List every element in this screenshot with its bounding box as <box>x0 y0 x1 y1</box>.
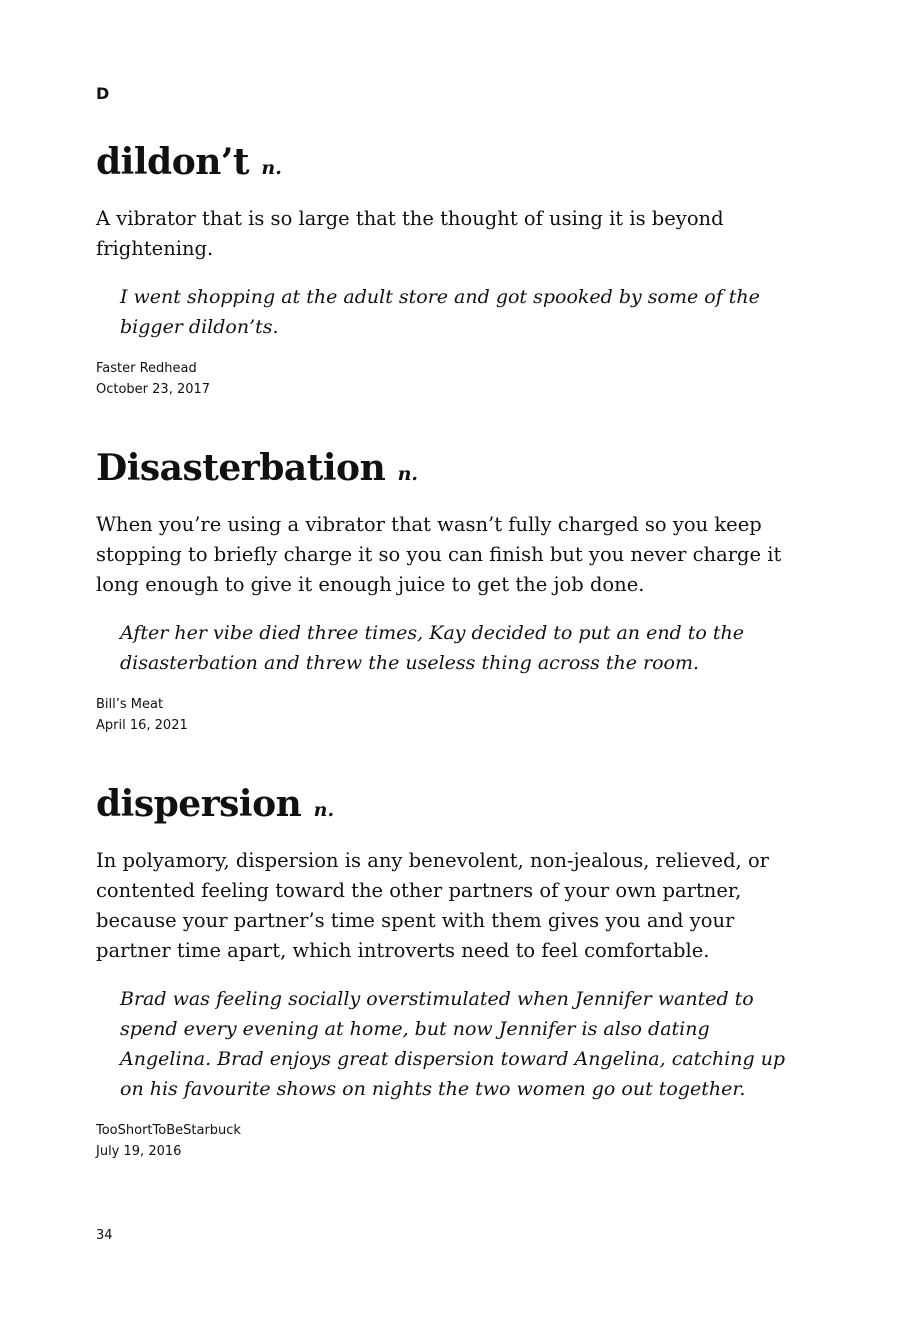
part-of-speech: n. <box>313 799 335 821</box>
author: Faster Redhead <box>96 361 197 376</box>
page-number: 34 <box>96 1228 113 1243</box>
byline <box>96 358 786 400</box>
dictionary-entry <box>96 446 786 736</box>
author: Bill’s Meat <box>96 697 164 712</box>
byline <box>96 1120 786 1162</box>
date: October 23, 2017 <box>96 382 211 397</box>
headword: Disasterbation <box>96 447 386 489</box>
definition: A vibrator that is so large that the thought of using it is beyond frightening. <box>96 207 724 260</box>
example-sentence: After her vibe died three times, Kay decided to put an end to the disasterbation and threw the useless thing across the room. <box>120 622 744 674</box>
author: TooShortToBeStarbuck <box>96 1123 241 1138</box>
date: April 16, 2021 <box>96 718 188 733</box>
entry-heading <box>96 782 786 832</box>
example-sentence: I went shopping at the adult store and got spooked by some of the bigger dildon’ts. <box>120 286 760 338</box>
byline <box>96 694 786 736</box>
part-of-speech: n. <box>397 463 419 485</box>
dictionary-entry <box>96 782 786 1162</box>
entry-heading <box>96 140 786 190</box>
section-letter: D <box>96 84 110 103</box>
dictionary-entry <box>96 140 786 400</box>
headword: dildon’t <box>96 141 250 183</box>
definition: When you’re using a vibrator that wasn’t fully charged so you keep stopping to briefly charge it so you can finish but you never charge it long enough to give it enough juice to get the job done. <box>96 513 782 596</box>
entry-heading <box>96 446 786 496</box>
definition: In polyamory, dispersion is any benevolent, non-jealous, relieved, or contented feeling toward the other partners of your own partner, because your partner’s time spent with them gives you and your partner time apart, which introverts need to feel comfortable. <box>96 849 770 962</box>
date: July 19, 2016 <box>96 1144 182 1159</box>
part-of-speech: n. <box>261 157 282 179</box>
headword: dispersion <box>96 783 302 825</box>
example-sentence: Brad was feeling socially overstimulated when Jennifer wanted to spend every evening at home, but now Jennifer is also dating Angelina. Brad enjoys great dispersion toward Angelina, catching up on his favourite shows on nights the two women go out together. <box>120 988 786 1100</box>
